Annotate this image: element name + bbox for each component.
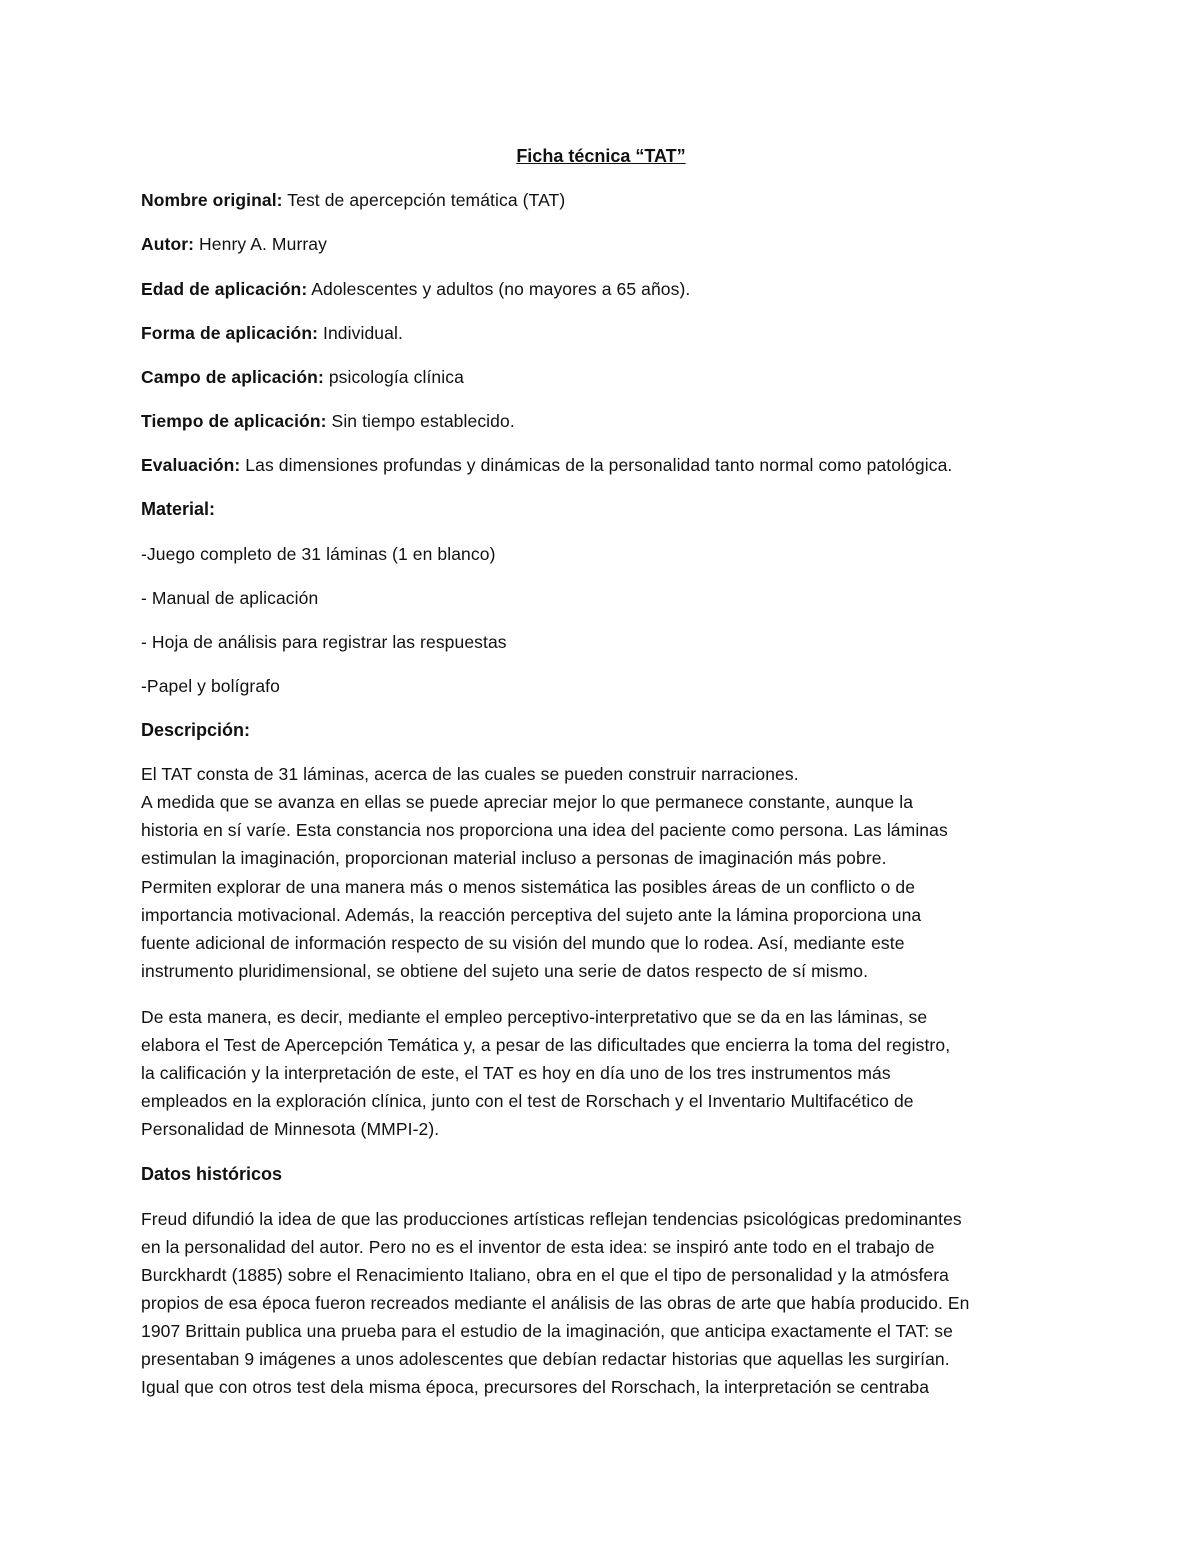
field-value: psicología clínica — [323, 367, 464, 387]
material-item: -Juego completo de 31 láminas (1 en blanco) — [141, 544, 496, 564]
field-label: Autor: — [141, 234, 195, 254]
field-label: Nombre original: — [141, 190, 283, 210]
material-item: -Papel y bolígrafo — [141, 676, 280, 696]
field-label: Evaluación: — [141, 455, 241, 475]
historicos-line: Freud difundió la idea de que las producciones artísticas reflejan tendencias psicológicas predominantes — [141, 1209, 962, 1229]
descripcion-line: estimulan la imaginación, proporcionan material incluso a personas de imaginación más pobre. — [141, 848, 887, 868]
field-value: Test de apercepción temática (TAT) — [282, 190, 566, 210]
field-value: Sin tiempo establecido. — [326, 411, 515, 431]
field-campo-aplicacion — [141, 366, 464, 388]
document-page — [141, 0, 1061, 1553]
field-edad-aplicacion — [141, 278, 690, 300]
field-forma-aplicacion — [141, 322, 403, 344]
descripcion-line: El TAT consta de 31 láminas, acerca de las cuales se pueden construir narraciones. — [141, 764, 799, 784]
descripcion-line: empleados en la exploración clínica, junto con el test de Rorschach y el Inventario Multifacético de — [141, 1091, 914, 1111]
descripcion-line: instrumento pluridimensional, se obtiene del sujeto una serie de datos respecto de sí mismo. — [141, 961, 869, 981]
field-value: Individual. — [318, 323, 403, 343]
field-label: Campo de aplicación: — [141, 367, 324, 387]
descripcion-line: Personalidad de Minnesota (MMPI-2). — [141, 1119, 440, 1139]
field-value: Adolescentes y adultos (no mayores a 65 años). — [307, 279, 691, 299]
descripcion-line: la calificación y la interpretación de este, el TAT es hoy en día uno de los tres instrumentos más — [141, 1063, 891, 1083]
descripcion-line: importancia motivacional. Además, la reacción perceptiva del sujeto ante la lámina proporciona una — [141, 905, 922, 925]
historicos-heading: Datos históricos — [141, 1164, 283, 1184]
historicos-line: Igual que con otros test dela misma época, precursores del Rorschach, la interpretación se centraba — [141, 1377, 930, 1397]
historicos-line: propios de esa época fueron recreados mediante el análisis de las obras de arte que había producido. En — [141, 1293, 970, 1313]
material-item: - Hoja de análisis para registrar las respuestas — [141, 632, 507, 652]
historicos-line: presentaban 9 imágenes a unos adolescentes que debían redactar historias que aquellas les surgirían. — [141, 1349, 950, 1369]
historicos-line: 1907 Brittain publica una prueba para el estudio de la imaginación, que anticipa exactamente el TAT: se — [141, 1321, 953, 1341]
historicos-line: Burckhardt (1885) sobre el Renacimiento Italiano, obra en el que el tipo de personalidad y la atmósfera — [141, 1265, 949, 1285]
field-label: Tiempo de aplicación: — [141, 411, 327, 431]
document-title: Ficha técnica “TAT” — [516, 146, 686, 166]
material-item: - Manual de aplicación — [141, 588, 319, 608]
descripcion-line: De esta manera, es decir, mediante el empleo perceptivo-interpretativo que se da en las láminas, se — [141, 1007, 928, 1027]
field-nombre-original — [141, 189, 565, 211]
field-tiempo-aplicacion — [141, 410, 515, 432]
historicos-line: en la personalidad del autor. Pero no es el inventor de esta idea: se inspiró ante todo en el trabajo de — [141, 1237, 935, 1257]
field-value: Henry A. Murray — [194, 234, 327, 254]
field-label: Edad de aplicación: — [141, 279, 308, 299]
field-evaluacion — [141, 454, 952, 476]
field-autor — [141, 233, 327, 255]
descripcion-line: elabora el Test de Apercepción Temática y, a pesar de las dificultades que encierra la toma del registro, — [141, 1035, 951, 1055]
descripcion-line: historia en sí varíe. Esta constancia nos proporciona una idea del paciente como persona. Las láminas — [141, 820, 948, 840]
descripcion-line: A medida que se avanza en ellas se puede apreciar mejor lo que permanece constante, aunque la — [141, 792, 914, 812]
descripcion-line: Permiten explorar de una manera más o menos sistemática las posibles áreas de un conflicto o de — [141, 877, 916, 897]
descripcion-line: fuente adicional de información respecto de su visión del mundo que lo rodea. Así, mediante este — [141, 933, 905, 953]
field-label: Forma de aplicación: — [141, 323, 319, 343]
material-heading: Material: — [141, 499, 216, 519]
field-value: Las dimensiones profundas y dinámicas de la personalidad tanto normal como patológica. — [240, 455, 953, 475]
descripcion-heading: Descripción: — [141, 720, 251, 740]
